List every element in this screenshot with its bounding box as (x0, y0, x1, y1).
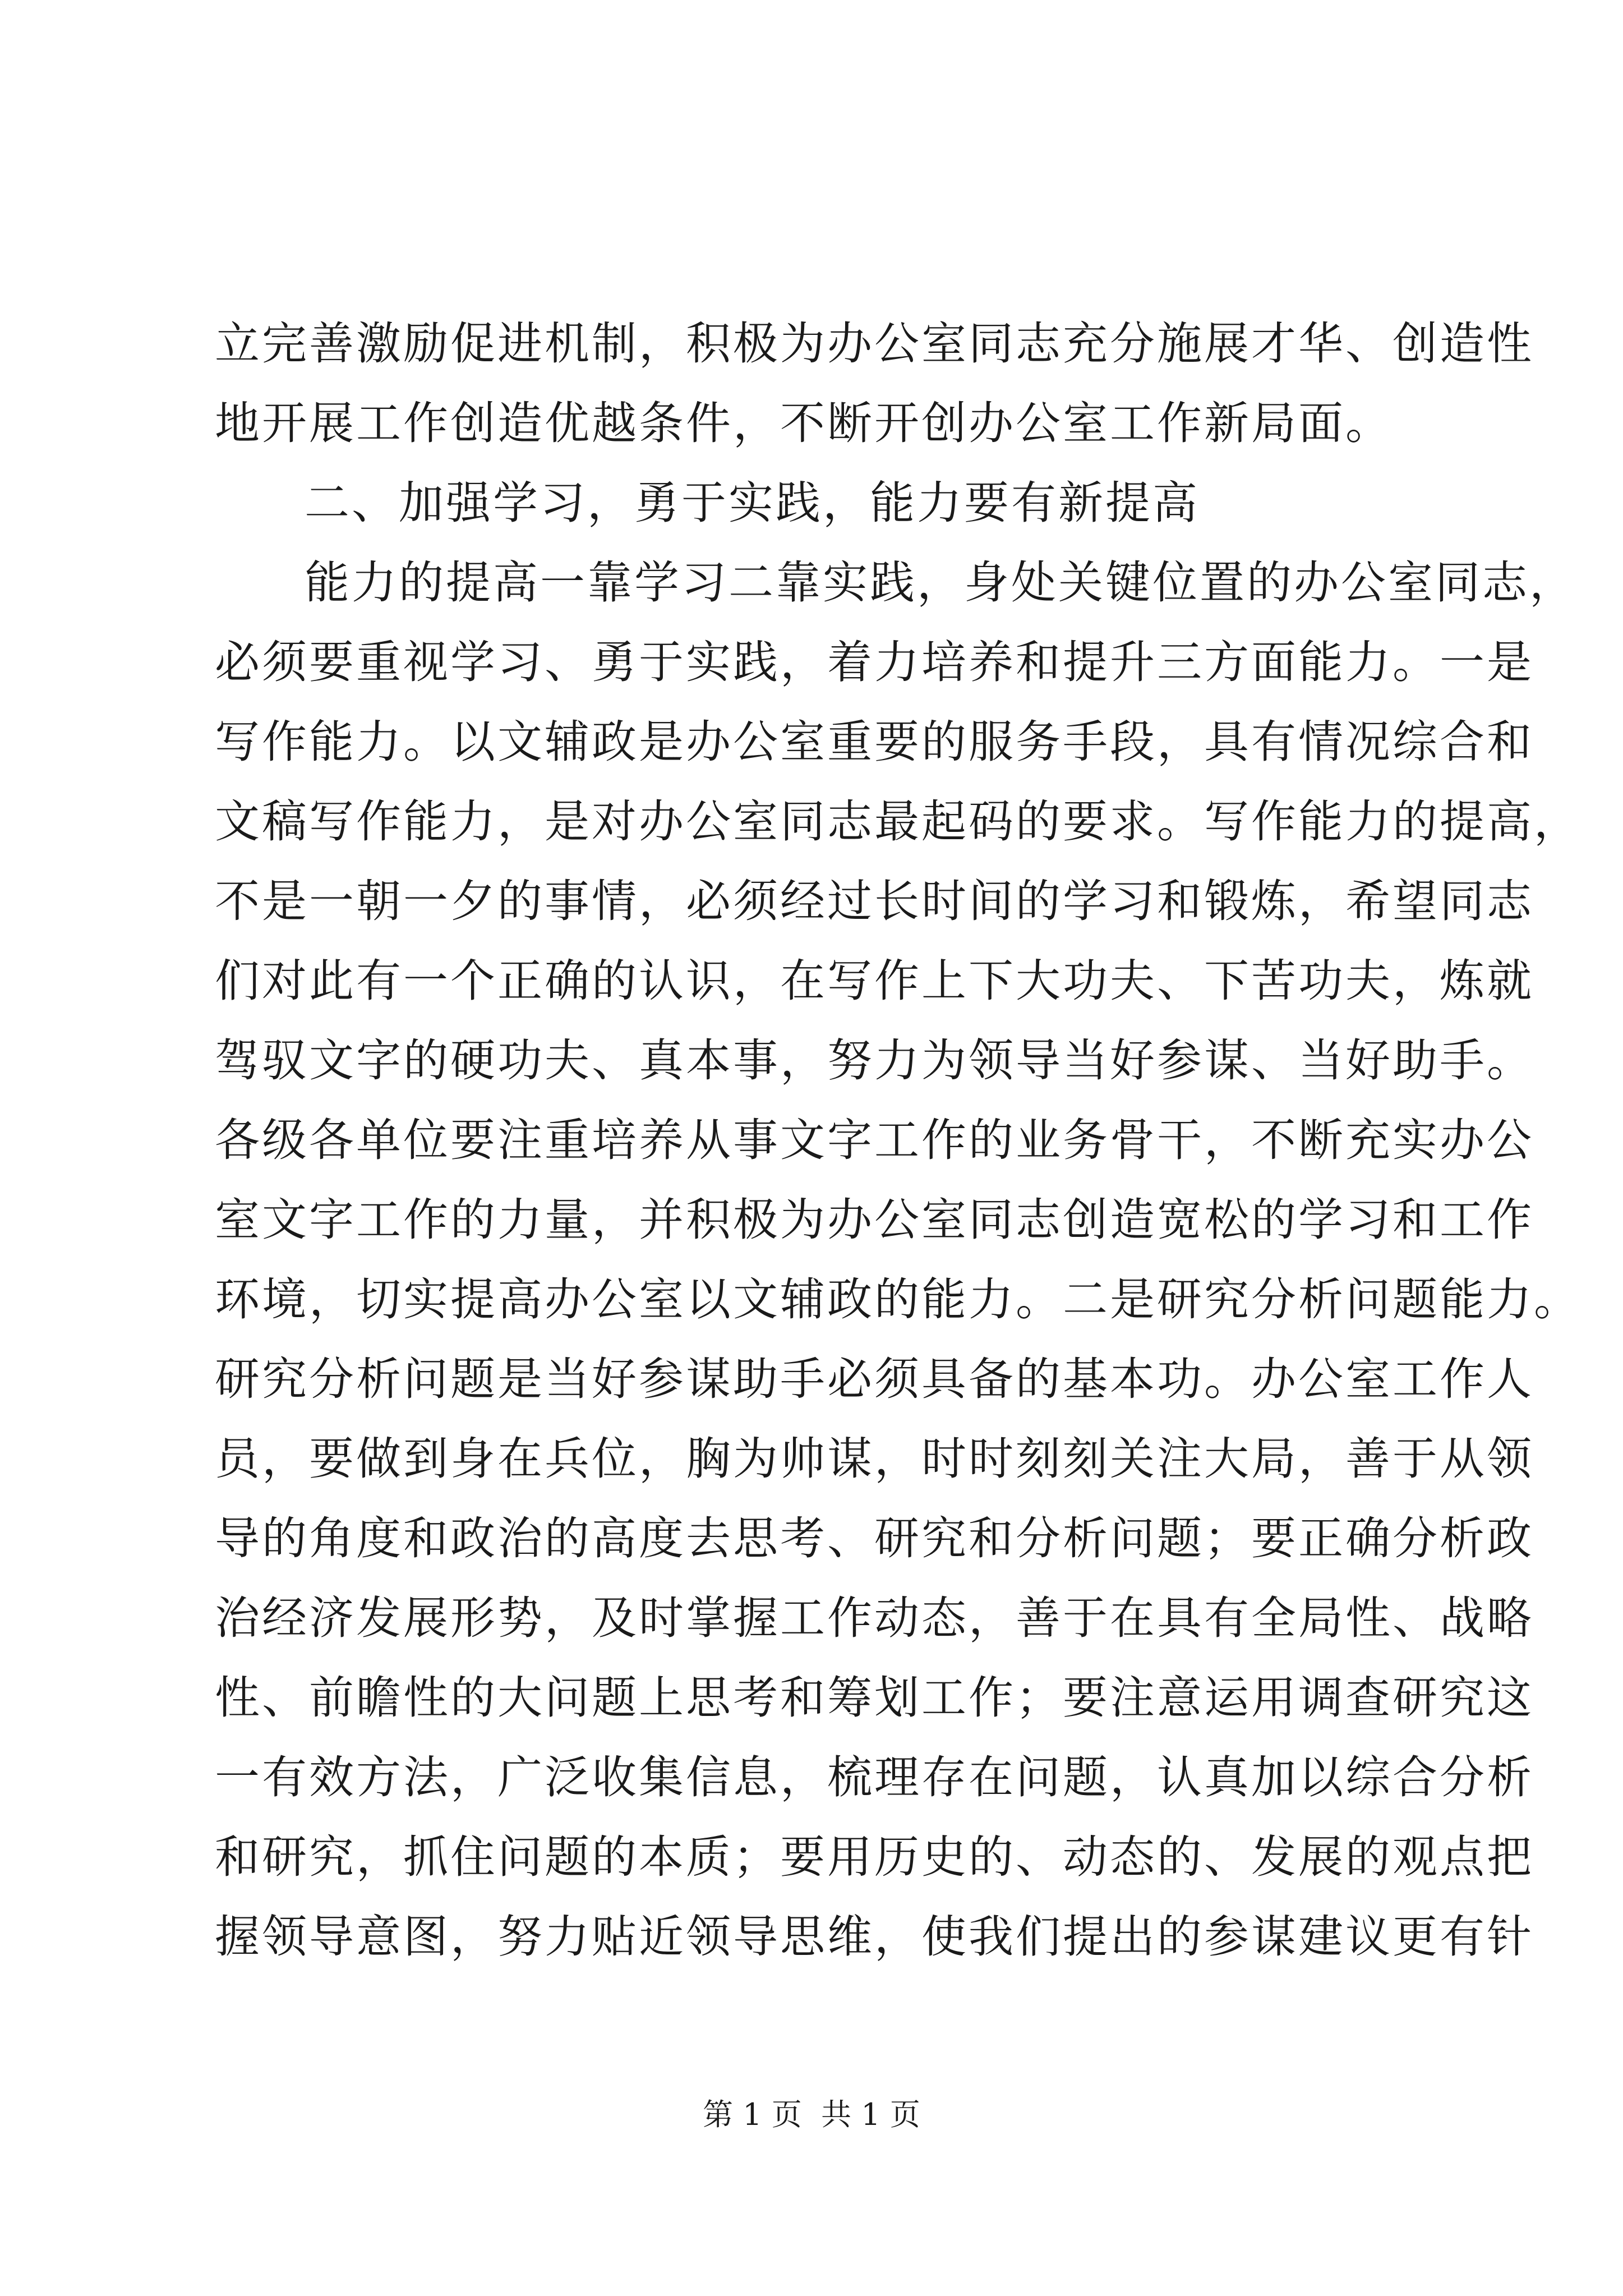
text-line: 研究分析问题是当好参谋助手必须具备的基本功。办公室工作人 (215, 1353, 1534, 1405)
text-line: 治经济发展形势，及时掌握工作动态，善于在具有全局性、战略 (215, 1592, 1534, 1644)
text-line: 环境，切实提高办公室以文辅政的能力。二是研究分析问题能力。 (215, 1273, 1581, 1326)
page-number-label: 第 1 页 共 1 页 (703, 2097, 920, 2132)
text-line: 各级各单位要注重培养从事文字工作的业务骨干，不断充实办公 (215, 1114, 1534, 1166)
text-line: 导的角度和政治的高度去思考、研究和分析问题；要正确分析政 (215, 1512, 1534, 1565)
text-line: 员，要做到身在兵位，胸为帅谋，时时刻刻关注大局，善于从领 (215, 1433, 1534, 1485)
text-line: 立完善激励促进机制，积极为办公室同志充分施展才华、创造性 (215, 318, 1534, 370)
text-line: 文稿写作能力，是对办公室同志最起码的要求。写作能力的提高， (215, 795, 1581, 848)
text-line: 地开展工作创造优越条件，不断开创办公室工作新局面。 (215, 397, 1393, 449)
text-line: 握领导意图，努力贴近领导思维，使我们提出的参谋建议更有针 (215, 1911, 1534, 1963)
text-line: 和研究，抓住问题的本质；要用历史的、动态的、发展的观点把 (215, 1831, 1534, 1883)
text-line: 室文字工作的力量，并积极为办公室同志创造宽松的学习和工作 (215, 1194, 1534, 1246)
text-line: 不是一朝一夕的事情，必须经过长时间的学习和锻炼，希望同志 (215, 875, 1534, 927)
text-line: 们对此有一个正确的认识，在写作上下大功夫、下苦功夫，炼就 (215, 955, 1534, 1007)
text-line: 写作能力。以文辅政是办公室重要的服务手段，具有情况综合和 (215, 716, 1534, 768)
page-footer (0, 2095, 1623, 2134)
text-line: 性、前瞻性的大问题上思考和筹划工作；要注意运用调查研究这 (215, 1672, 1534, 1724)
paragraph-start: 能力的提高一靠学习二靠实践，身处关键位置的办公室同志， (305, 556, 1576, 609)
body-text (215, 304, 1581, 1977)
text-line: 一有效方法，广泛收集信息，梳理存在问题，认真加以综合分析 (215, 1751, 1534, 1803)
section-heading: 二、加强学习，勇于实践，能力要有新提高 (305, 477, 1200, 529)
text-line: 必须要重视学习、勇于实践，着力培养和提升三方面能力。一是 (215, 636, 1534, 688)
text-line: 驾驭文字的硬功夫、真本事，努力为领导当好参谋、当好助手。 (215, 1034, 1534, 1087)
